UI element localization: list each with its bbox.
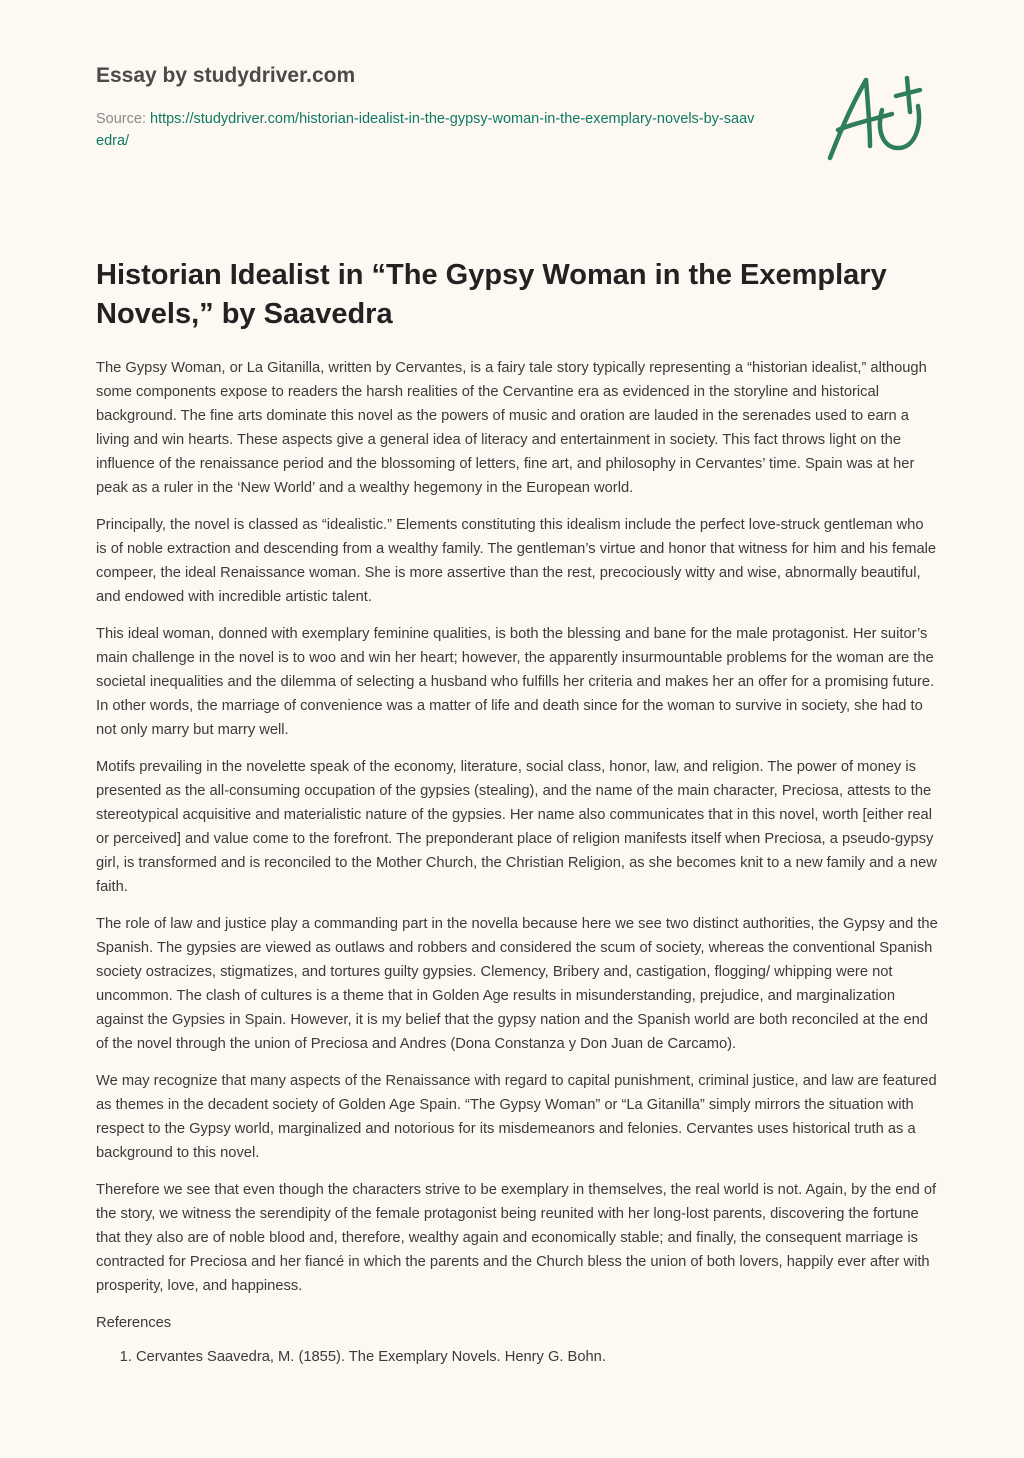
essay-paragraph: Principally, the novel is classed as “idealistic.” Elements constituting this idealism include the perfect love-struck gentleman who is of noble extraction and descending from a wealthy family. The gentleman’s virtue and honor that witness for him and his female compeer, the ideal Renaissance woman. She is more assertive than the rest, precociously witty and wise, abnormally beautiful, and endowed with incredible artistic talent. — [96, 517, 937, 605]
references-heading: References — [96, 1315, 172, 1331]
essay-paragraph: The Gypsy Woman, or La Gitanilla, written by Cervantes, is a fairy tale story typically representing a “historian idealist,” although some components expose to readers the harsh realities of the Cervantine era as evidenced in the storyline and historical background. The fine arts dominate this novel as the powers of music and oration are lauded in the serenades used to earn a living and win hearts. These aspects give a general idea of literacy and entertainment in society. This fact throws light on the influence of the renaissance period and the blossoming of letters, fine art, and philosophy in Cervantes’ time. Spain was at her peak as a ruler in the ‘New World’ and a wealthy hegemony in the European world. — [96, 360, 927, 496]
source-label: Source: — [96, 111, 150, 127]
source-link[interactable]: https://studydriver.com/historian-idealist-in-the-gypsy-woman-in-the-exemplary-novels-by-saavedra/ — [96, 111, 755, 149]
essay-paragraph: This ideal woman, donned with exemplary feminine qualities, is both the blessing and bane for the male protagonist. Her suitor’s main challenge in the novel is to woo and win her heart; however, the apparently insurmountable problems for the woman are the societal inequalities and the dilemma of selecting a husband who fulfills her criteria and makes her an offer for a promising future. In other words, the marriage of convenience was a matter of life and death since for the woman to survive in society, she had to not only marry but marry well. — [96, 626, 935, 738]
reference-item: 1. Cervantes Saavedra, M. (1855). The Exemplary Novels. Henry G. Bohn. — [136, 1345, 938, 1369]
essay-paragraph: We may recognize that many aspects of the Renaissance with regard to capital punishment, criminal justice, and law are featured as themes in the decadent society of Golden Age Spain. “The Gypsy Woman” or “La Gitanilla” simply mirrors the situation with respect to the Gypsy world, marginalized and notorious for its misdemeanors and felonies. Cervantes uses historical truth as a background to this novel. — [96, 1073, 937, 1161]
site-title: Essay by studydriver.com — [96, 64, 356, 87]
essay-title: Historian Idealist in “The Gypsy Woman in the Exemplary Novels,” by Saavedra — [96, 259, 887, 330]
essay-paragraph: Motifs prevailing in the novelette speak of the economy, literature, social class, honor, law, and religion. The power of money is presented as the all-consuming occupation of the gypsies (stealing), and the name of the main character, Preciosa, attests to the stereotypical acquisitive and materialistic nature of the gypsies. Her name also communicates that in this novel, worth [either real or perceived] and value come to the forefront. The preponderant place of religion manifests itself when Preciosa, a pseudo-gypsy girl, is transformed and is reconciled to the Mother Church, the Christian Religion, as she becomes knit to a new family and a new faith. — [96, 759, 937, 895]
source-line — [96, 108, 756, 152]
references-list — [96, 1345, 938, 1369]
a-plus-logo-icon — [818, 70, 928, 165]
essay-paragraph: Therefore we see that even though the characters strive to be exemplary in themselves, the real world is not. Again, by the end of the story, we witness the serendipity of the female protagonist being reunited with her long-lost parents, discovering the fortune that they also are of noble blood and, therefore, wealthy again and economically stable; and finally, the consequent marriage is contracted for Preciosa and her fiancé in which the parents and the Church bless the union of both lovers, happily ever after with prosperity, love, and happiness. — [96, 1182, 937, 1294]
essay-paragraph: The role of law and justice play a commanding part in the novella because here we see two distinct authorities, the Gypsy and the Spanish. The gypsies are viewed as outlaws and robbers and considered the scum of society, whereas the conventional Spanish society ostracizes, stigmatizes, and tortures guilty gypsies. Clemency, Bribery and, castigation, flogging/ whipping were not uncommon. The clash of cultures is a theme that in Golden Age results in misunderstanding, prejudice, and marginalization against the Gypsies in Spain. However, it is my belief that the gypsy nation and the Spanish world are both reconciled at the end of the novel through the union of Preciosa and Andres (Dona Constanza y Don Juan de Carcamo). — [96, 916, 938, 1052]
essay-body — [96, 356, 938, 1369]
